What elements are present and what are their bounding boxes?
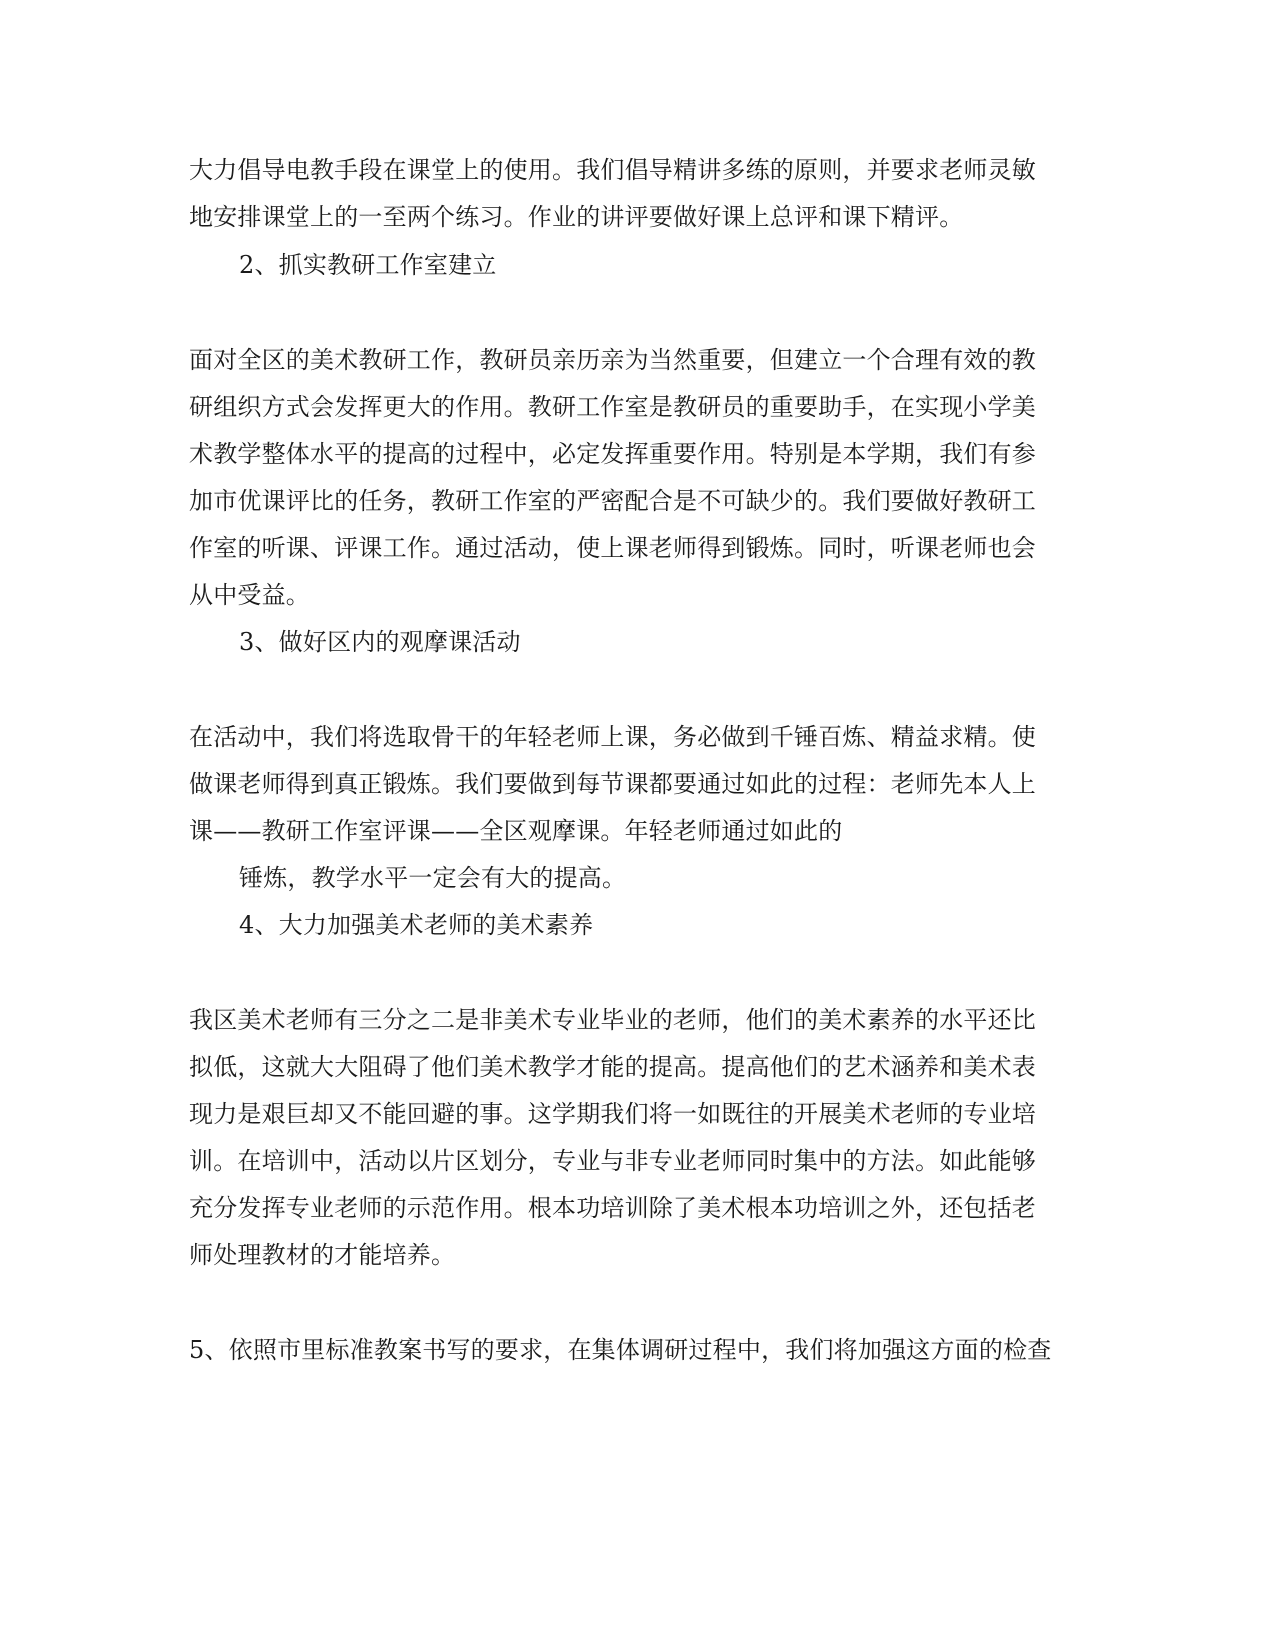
paragraph-line: 在活动中，我们将选取骨干的年轻老师上课，务必做到千锤百炼、精益求精。使 (189, 723, 1036, 751)
paragraph-line: 训。在培训中，活动以片区划分，专业与非专业老师同时集中的方法。如此能够 (189, 1147, 1036, 1175)
section-heading: 3、做好区内的观摩课活动 (239, 628, 521, 656)
paragraph-line: 师处理教材的才能培养。 (189, 1241, 456, 1269)
paragraph-line: 充分发挥专业老师的示范作用。根本功培训除了美术根本功培训之外，还包括老 (189, 1194, 1036, 1222)
paragraph-line: 从中受益。 (189, 581, 310, 609)
paragraph-line: 我区美术老师有三分之二是非美术专业毕业的老师，他们的美术素养的水平还比 (189, 1006, 1036, 1034)
paragraph-line: 做课老师得到真正锻炼。我们要做到每节课都要通过如此的过程：老师先本人上 (189, 770, 1036, 798)
paragraph-line: 课——教研工作室评课——全区观摩课。年轻老师通过如此的 (189, 817, 843, 845)
paragraph-line: 术教学整体水平的提高的过程中，必定发挥重要作用。特别是本学期，我们有参 (189, 440, 1036, 468)
section-heading: 4、大力加强美术老师的美术素养 (239, 911, 594, 939)
paragraph-line: 大力倡导电教手段在课堂上的使用。我们倡导精讲多练的原则，并要求老师灵敏 (189, 156, 1036, 184)
paragraph-line: 拟低，这就大大阻碍了他们美术教学才能的提高。提高他们的艺术涵养和美术表 (189, 1053, 1036, 1081)
section-heading: 5、依照市里标准教案书写的要求，在集体调研过程中，我们将加强这方面的检查 (189, 1336, 1052, 1364)
paragraph-line: 加市优课评比的任务，教研工作室的严密配合是不可缺少的。我们要做好教研工 (189, 487, 1036, 515)
paragraph-line: 作室的听课、评课工作。通过活动，使上课老师得到锻炼。同时，听课老师也会 (189, 534, 1036, 562)
section-heading: 2、抓实教研工作室建立 (239, 251, 497, 279)
paragraph-line: 面对全区的美术教研工作，教研员亲历亲为当然重要，但建立一个合理有效的教 (189, 346, 1036, 374)
paragraph-line: 研组织方式会发挥更大的作用。教研工作室是教研员的重要助手，在实现小学美 (189, 393, 1036, 421)
paragraph-line: 锤炼，教学水平一定会有大的提高。 (239, 864, 627, 892)
paragraph-line: 现力是艰巨却又不能回避的事。这学期我们将一如既往的开展美术老师的专业培 (189, 1100, 1036, 1128)
paragraph-line: 地安排课堂上的一至两个练习。作业的讲评要做好课上总评和课下精评。 (189, 203, 964, 231)
